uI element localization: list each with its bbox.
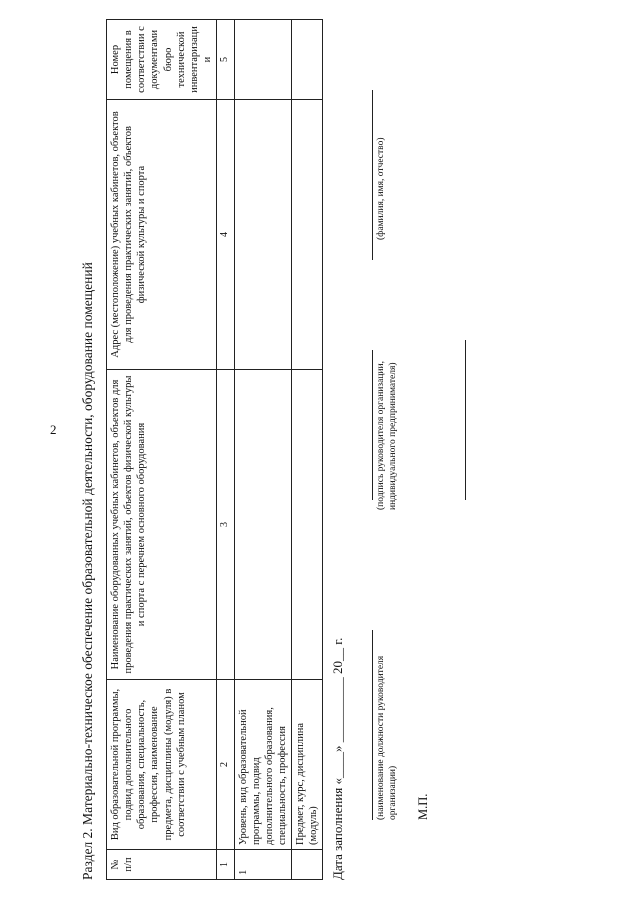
column-number: 1 — [217, 850, 235, 880]
signature-line-lower — [465, 340, 466, 500]
column-number: 5 — [217, 20, 235, 100]
section-title: Раздел 2. Материально-техническое обеспечение образовательной деятельности, оборудование помещений — [80, 262, 95, 880]
date-month-blank: __________ — [330, 677, 345, 743]
row-program-cell: Уровень, вид образовательной программы, подвид дополнительного образования, специальность, профессия — [234, 680, 292, 850]
position-caption: (наименование должности руководителя организации) — [376, 655, 398, 820]
date-day-blank: ____ — [330, 751, 345, 778]
table-row — [234, 20, 292, 880]
page-number: 2 — [50, 422, 57, 437]
row-number: 1 — [234, 850, 292, 880]
row-room-number-cell — [234, 20, 292, 100]
row-room-number-cell — [292, 20, 323, 100]
column-number: 3 — [217, 370, 235, 680]
row-rooms-cell — [292, 370, 323, 680]
table-header-row — [107, 20, 217, 880]
date-suffix: г. — [330, 637, 345, 645]
position-signature-line — [372, 630, 373, 820]
equipment-table — [106, 19, 323, 880]
date-year: 20 — [330, 660, 345, 674]
header-room-number: Номер помещения в соответствии с документами бюро технической инвентаризации — [107, 20, 217, 100]
column-number: 2 — [217, 680, 235, 850]
column-number: 4 — [217, 100, 235, 370]
signature-caption: (подпись руководителя организации, индивидуального предпринимателя) — [376, 361, 398, 510]
signature-line — [372, 350, 373, 500]
column-number-row — [217, 20, 235, 880]
header-number: № п/п — [107, 850, 217, 880]
fill-date — [330, 638, 346, 880]
row-address-cell — [234, 100, 292, 370]
header-rooms: Наименование оборудованных учебных кабинетов, объектов для проведения практических занятий, объектов физической культуры и спорта с перечнем основного оборудования — [107, 370, 217, 680]
table-row — [292, 20, 323, 880]
name-signature-line — [372, 90, 373, 260]
header-address: Адрес (местоположение) учебных кабинетов, объектов для проведения практических занятий, объектов физической культуры и спорта — [107, 100, 217, 370]
date-prefix: Дата заполнения « — [330, 777, 345, 880]
row-address-cell — [292, 100, 323, 370]
date-year-blank: __ — [330, 647, 345, 661]
name-caption: (фамилия, имя, отчество) — [376, 137, 386, 240]
date-middle: » — [330, 745, 345, 752]
row-number — [292, 850, 323, 880]
row-subject-cell: Предмет, курс, дисциплина (модуль) — [292, 680, 323, 850]
header-program: Вид образовательной программы, подвид дополнительного образования, специальность, профессия, наименование предмета, дисциплины (модуля) в соответствии с учебным планом — [107, 680, 217, 850]
stamp-placeholder: М.П. — [416, 793, 430, 820]
row-rooms-cell — [234, 370, 292, 680]
rotated-content — [80, 20, 640, 880]
